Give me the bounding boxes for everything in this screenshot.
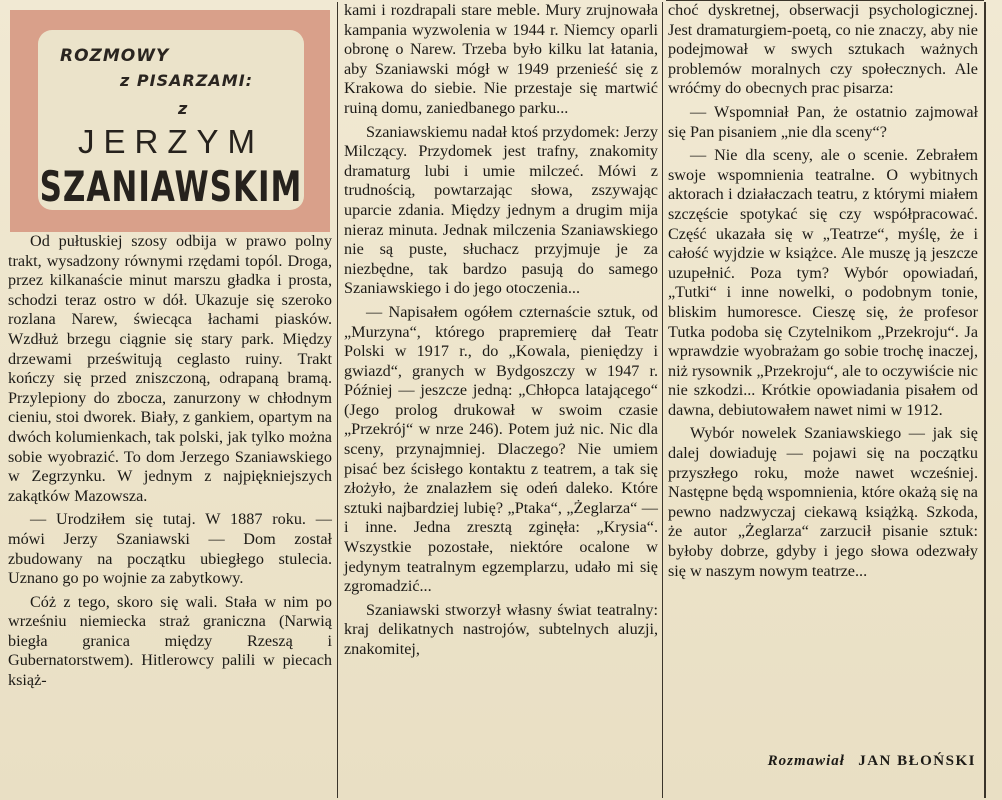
- series-title-pisarzami: PISARZAMI: [136, 71, 246, 90]
- series-title-z: z: [120, 71, 131, 90]
- series-title-line1: ROZMOWY: [60, 46, 170, 66]
- column-rule-2: [662, 2, 663, 798]
- paragraph: kami i rozdrapali stare meble. Mury zrujnowała kampania wyzwolenia w 1944 r. Niemcy oparli obronę o Narew. Trzeba było kilku lat łatania, aby Szaniawski mógł w 1949 przenieść się z Krakowa do siebie. Nie przestaje się martwić ruiną domu, zaniedbanego parku...: [344, 1, 658, 117]
- paragraph: Szaniawski stworzył własny świat teatralny: kraj delikatnych nastrojów, subtelnych aluzji, znakomitej,: [344, 600, 658, 658]
- author-first-name: JERZYM: [78, 123, 264, 160]
- paragraph: — Urodziłem się tutaj. W 1887 roku. — mówi Jerzy Szaniawski — Dom został zbudowany na początku ubiegłego stulecia. Uznano go po wojnie za zabytkowy.: [8, 510, 332, 588]
- article-text-col1: [6, 232, 334, 691]
- byline-author: JAN BŁOŃSKI: [858, 753, 976, 769]
- byline-label: Rozmawiał: [767, 753, 845, 769]
- author-last-name: SZANIAWSKIM: [39, 163, 303, 212]
- column-3: [666, 0, 980, 800]
- byline: [666, 753, 976, 770]
- column-rule-3: [984, 2, 986, 798]
- paragraph: Szaniawskiemu nadał ktoś przydomek: Jerzy Milczący. Przydomek jest trafny, znakomity dramaturg lubi i umie milczeć. Mówi z trudnością, powtarzając słowa, zszywając uparcie zdania. Między jednym a drugim mija nieraz minuta. Jednak milczenia Szaniawskiego nie są puste, słuchacz przyjmuje je za niezbędne, tak bardzo pasują do samego Szaniawskiego i do jego otoczenia...: [344, 122, 658, 298]
- paragraph: — Nie dla sceny, ale o scenie. Zebrałem swoje wspomnienia teatralne. O wybitnych aktorach i działaczach teatru, z którymi miałem szczęście spotykać się czy współpracować. Część ukazała się w „Teatrze“, myślę, że i całość wyjdzie w książce. Ale muszę ją jeszcze uzupełnić. Poza tym? Wybór opowiadań, „Tutki“ i inne nowelki, o podobnym tonie, bliskim humoresce. Cieszę się, że profesor Tutka podoba się Czytelnikom „Przekroju“. Ja wprawdzie wyobrażam go sobie trochę inaczej, niż rysownik „Przekroju“, ale to oczywiście nic nie szkodzi... Krótkie opowiadania pisałem od dawna, debiutowałem nawet nimi w 1912.: [668, 146, 978, 419]
- column-2: [342, 0, 660, 800]
- series-title-line2: [120, 71, 253, 90]
- paragraph: — Wspomniał Pan, że ostatnio zajmował się Pan pisaniem „nie dla sceny“?: [668, 102, 978, 141]
- article-text-col2: [342, 0, 660, 660]
- article-masthead: [10, 10, 330, 232]
- masthead-preposition: z: [178, 99, 188, 118]
- series-title-colon: :: [245, 71, 254, 90]
- paragraph: Od pułtuskiej szosy odbija w prawo polny trakt, wysadzony równymi rzędami topól. Droga, przez kilkanaście minut marszu gładka i prosta, schodzi teraz ostro w dół. Ukazuje się szeroko rozlana Narew, świecąca łachami piasków. Wzdłuż brzegu ciągnie się stary park. Między drzewami prześwitują ceglasto ruiny. Trakt kończy się przed zniszczoną, odrapaną bramą. Przylepiony do zbocza, zanurzony w chłodnym cieniu, stoi dworek. Biały, z gankiem, opartym na dwóch kolumienkach, tak polski, jak tylko można sobie wyobrazić. To dom Jerzego Szaniawskiego w Zegrzynku. W jednym z najpiękniejszych zakątków Mazowsza.: [8, 232, 332, 505]
- masthead-panel: [38, 30, 304, 210]
- column-rule-1: [337, 2, 338, 798]
- column-1: [6, 0, 334, 800]
- paragraph: Wybór nowelek Szaniawskiego — jak się dalej dowiaduję — pojawi się na początku przyszłego roku, może nawet wcześniej. Następne będą wspomnienia, które okażą się na pewno nadzwyczaj ciekawą książką. Szkoda, że autor „Żeglarza“ zarzucił pisanie sztuk: byłoby dobrze, gdyby i jego słowa odezwały się w naszym nowym teatrze...: [668, 424, 978, 580]
- paragraph: — Napisałem ogółem czternaście sztuk, od „Murzyna“, którego prapremierę dał Teatr Polski w 1917 r., do „Kowala, pieniędzy i gwiazd“, granych w Bydgoszczy w 1947 r. Później — jeszcze jedną: „Chłopca latającego“ (Jego prolog drukował w swoim czasie „Przekrój“ w nrze 246). Potem już nic. Nic dla sceny, przynajmniej. Dlaczego? Nie umiem pisać bez ścisłego kontaktu z teatrem, a tak się złożyło, że znalazłem się odeń daleko. Które sztuki najbardziej lubię? „Ptaka“, „Żeglarza“ — i inne. Jedna zresztą zginęła: „Krysia“. Wszystkie pozostałe, niektóre ocalone w jedynym teatralnym egzemplarzu, udało mi się zgromadzić...: [344, 302, 658, 596]
- paragraph: choć dyskretnej, obserwacji psychologicznej. Jest dramaturgiem-poetą, co nie znaczy, aby nie podejmował w swych sztukach ważnych problemów moralnych czy społecznych. Ale wróćmy do obecnych prac pisarza:: [668, 1, 978, 98]
- paragraph: Cóż z tego, skoro się wali. Stała w nim po wrześniu niemiecka straż graniczna (Narwią biegła granica między Rzeszą i Gubernatorstwem). Hitlerowcy palili w piecach książ-: [8, 592, 332, 690]
- article-text-col3: [666, 0, 980, 581]
